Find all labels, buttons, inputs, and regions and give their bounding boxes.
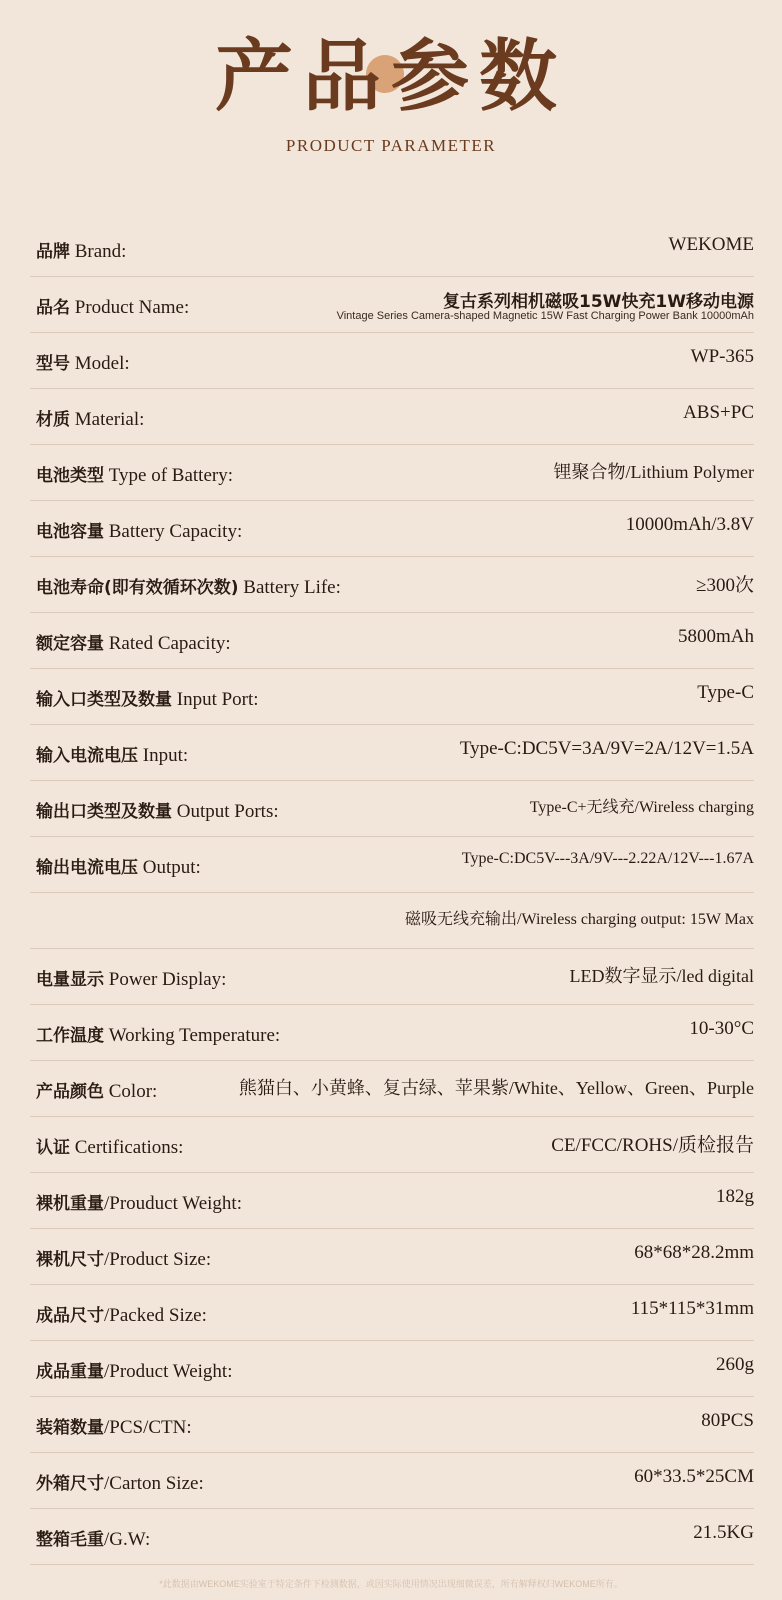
param-label: 输出口类型及数量 Output Ports: bbox=[36, 801, 279, 822]
param-value: LED数字显示/led digital bbox=[569, 966, 754, 986]
param-row-working-temperature bbox=[30, 1005, 754, 1061]
footer-disclaimer: *此数据由WEKOME实验室于特定条件下检测数据，或因实际使用情况出现细微误差，所有解释权归WEKOME所有。 bbox=[159, 1579, 623, 1589]
page-title: 产品参数 bbox=[214, 31, 567, 122]
param-row-battery-capacity bbox=[30, 501, 754, 557]
param-label: 外箱尺寸/Carton Size: bbox=[36, 1473, 204, 1494]
param-row-pcs-ctn bbox=[30, 1397, 754, 1453]
param-value: 10-30°C bbox=[689, 1018, 754, 1039]
param-value: Type-C:DC5V=3A/9V=2A/12V=1.5A bbox=[459, 738, 754, 759]
param-value: 锂聚合物/Lithium Polymer bbox=[553, 462, 754, 482]
param-row-material bbox=[30, 389, 754, 445]
param-label: 输出电流电压 Output: bbox=[36, 857, 201, 878]
param-value: 熊猫白、小黄蜂、复古绿、苹果紫/White、Yellow、Green、Purple bbox=[238, 1078, 754, 1098]
param-row-input-port bbox=[30, 669, 754, 725]
param-label: 材质 Material: bbox=[36, 409, 145, 430]
param-label: 品名 Product Name: bbox=[36, 297, 190, 318]
param-label: 产品颜色 Color: bbox=[36, 1081, 158, 1102]
param-value: 182g bbox=[716, 1186, 754, 1207]
param-value: 5800mAh bbox=[678, 626, 754, 647]
param-value: 复古系列相机磁吸15W快充1W移动电源 bbox=[443, 292, 754, 312]
param-label: 裸机重量/Prouduct Weight: bbox=[36, 1193, 242, 1214]
param-label: 裸机尺寸/Product Size: bbox=[36, 1249, 212, 1270]
param-row-packed-size bbox=[30, 1285, 754, 1341]
param-value: 68*68*28.2mm bbox=[634, 1242, 754, 1263]
param-row-product-size bbox=[30, 1229, 754, 1285]
param-row-carton-size bbox=[30, 1453, 754, 1509]
param-label: 电池容量 Battery Capacity: bbox=[36, 521, 243, 542]
param-label: 电池寿命(即有效循环次数) Battery Life: bbox=[36, 577, 341, 598]
param-row-battery-life bbox=[30, 557, 754, 613]
param-row-rated-capacity bbox=[30, 613, 754, 669]
param-label: 电量显示 Power Display: bbox=[36, 969, 227, 990]
param-value: 260g bbox=[716, 1354, 754, 1375]
param-row-color bbox=[30, 1061, 754, 1117]
param-value: 60*33.5*25CM bbox=[634, 1466, 754, 1487]
param-row-battery-type bbox=[30, 445, 754, 501]
param-label: 输入口类型及数量 Input Port: bbox=[36, 689, 259, 710]
param-label: 成品重量/Product Weight: bbox=[36, 1361, 233, 1382]
param-value: Type-C+无线充/Wireless charging bbox=[529, 799, 754, 816]
param-value: ≥300次 bbox=[696, 575, 754, 596]
param-value: WEKOME bbox=[668, 234, 754, 255]
param-row-product-weight bbox=[30, 1173, 754, 1229]
param-value: Type-C:DC5V---3A/9V---2.22A/12V---1.67A bbox=[461, 850, 754, 867]
param-label: 额定容量 Rated Capacity: bbox=[36, 633, 231, 654]
param-label: 工作温度 Working Temperature: bbox=[36, 1025, 281, 1046]
param-label: 装箱数量/PCS/CTN: bbox=[36, 1417, 192, 1438]
param-value: CE/FCC/ROHS/质检报告 bbox=[551, 1135, 754, 1156]
param-row-wireless-output bbox=[30, 893, 754, 949]
param-label: 认证 Certifications: bbox=[36, 1137, 184, 1158]
param-row-output bbox=[30, 837, 754, 893]
param-value: 磁吸无线充输出/Wireless charging output: 15W Max bbox=[405, 911, 754, 928]
param-value: 115*115*31mm bbox=[630, 1298, 754, 1319]
param-row-gross-weight bbox=[30, 1509, 754, 1565]
parameter-table bbox=[0, 221, 782, 1565]
param-value: 10000mAh/3.8V bbox=[625, 514, 754, 535]
param-row-power-display bbox=[30, 949, 754, 1005]
param-value: 21.5KG bbox=[693, 1522, 754, 1543]
param-label: 输入电流电压 Input: bbox=[36, 745, 189, 766]
param-label: 型号 Model: bbox=[36, 353, 130, 374]
param-row-packed-weight bbox=[30, 1341, 754, 1397]
param-row-product-name bbox=[30, 277, 754, 333]
param-row-brand bbox=[30, 221, 754, 277]
param-label: 成品尺寸/Packed Size: bbox=[36, 1305, 207, 1326]
param-row-input bbox=[30, 725, 754, 781]
param-value-sub: Vintage Series Camera-shaped Magnetic 15W Fast Charging Power Bank 10000mAh bbox=[336, 310, 754, 322]
param-value: 80PCS bbox=[701, 1410, 754, 1431]
param-row-output-ports bbox=[30, 781, 754, 837]
param-value: ABS+PC bbox=[683, 402, 754, 423]
param-row-model bbox=[30, 333, 754, 389]
param-label: 整箱毛重/G.W: bbox=[36, 1529, 151, 1550]
param-row-certifications bbox=[30, 1117, 754, 1173]
param-label: 品牌 Brand: bbox=[36, 241, 127, 262]
param-label: 电池类型 Type of Battery: bbox=[36, 465, 233, 486]
param-value: WP-365 bbox=[690, 346, 754, 367]
page-header bbox=[0, 0, 782, 190]
page-subtitle: PRODUCT PARAMETER bbox=[285, 136, 497, 155]
param-value: Type-C bbox=[697, 682, 754, 703]
